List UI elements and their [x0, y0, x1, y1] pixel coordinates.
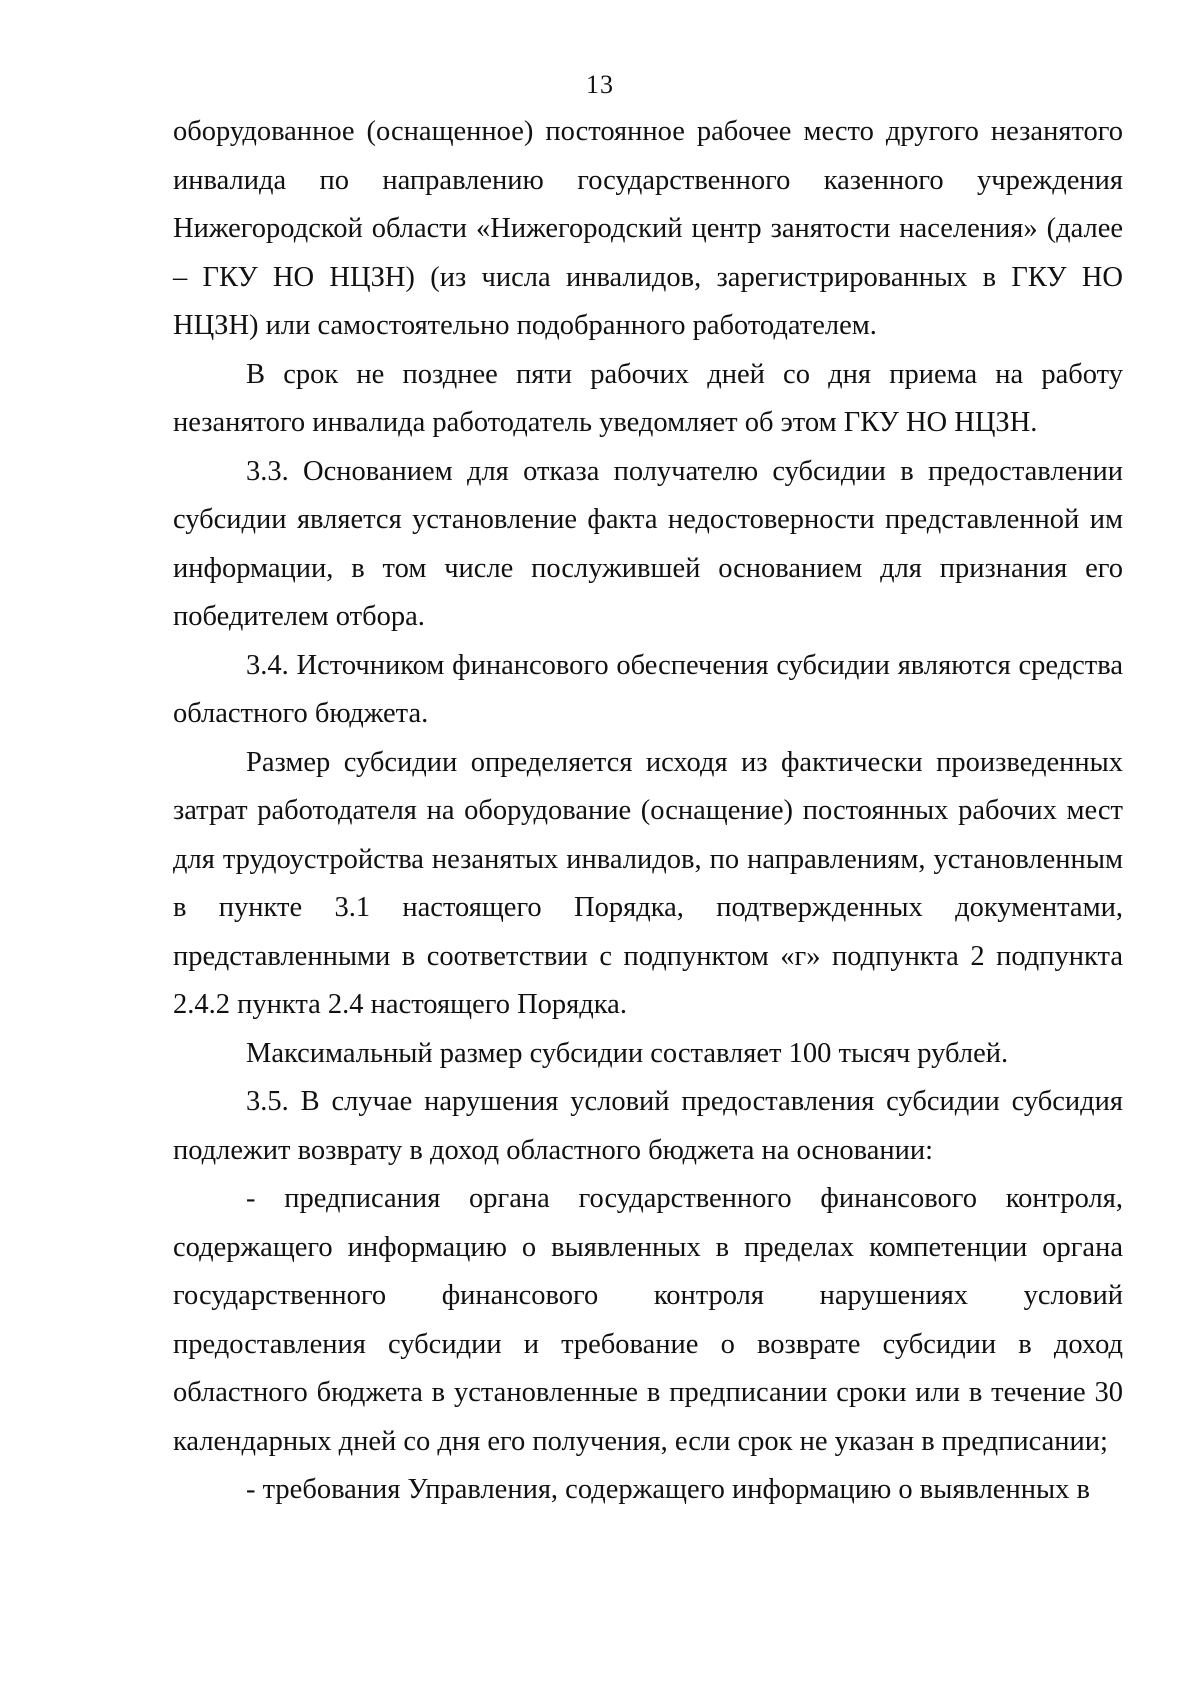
page-number: 13 [586, 70, 614, 99]
document-body [173, 108, 1123, 1515]
list-item-requirement: - требования Управления, содержащего информацию о выявленных в [246, 1474, 1090, 1505]
paragraph-3-5: 3.5. В случае нарушения условий предоставления субсидии субсидия подлежит возврату в доход областного бюджета на основании: [173, 1086, 1123, 1166]
paragraph-continuation: оборудованное (оснащенное) постоянное рабочее место другого незанятого инвалида по направлению государственного казенного учреждения Нижегородской области «Нижегородский центр занятости населения» (далее – ГКУ НО НЦЗН) (из числа инвалидов, зарегистрированных в ГКУ НО НЦЗН) или самостоятельно подобранного работодателем. [173, 116, 1123, 341]
paragraph-max-subsidy: Максимальный размер субсидии составляет 100 тысяч рублей. [246, 1037, 1009, 1069]
paragraph-3-3: 3.3. Основанием для отказа получателю субсидии в предоставлении субсидии является установление факта недостоверности представленной им информации, в том числе послужившей основанием для признания его победителем отбора. [173, 455, 1123, 632]
list-item-prescription: - предписания органа государственного финансового контроля, содержащего информацию о выявленных в пределах компетенции органа государственного финансового контроля нарушениях условий предоставления субсидии и требование о возврате субсидии в доход областного бюджета в установленные в предписании сроки или в течение 30 календарных дней со дня его получения, если срок не указан в предписании; [173, 1183, 1123, 1457]
paragraph-notification-deadline: В срок не позднее пяти рабочих дней со дня приема на работу незанятого инвалида работодатель уведомляет об этом ГКУ НО НЦЗН. [173, 358, 1123, 438]
paragraph-subsidy-amount: Размер субсидии определяется исходя из фактически произведенных затрат работодателя на оборудование (оснащение) постоянных рабочих мест для трудоустройства незанятых инвалидов, по направлениям, установленным в пункте 3.1 настоящего Порядка, подтвержденных документами, представленными в соответствии с подпунктом «г» подпункта 2 подпункта 2.4.2 пункта 2.4 настоящего Порядка. [173, 746, 1123, 1020]
paragraph-3-4: 3.4. Источником финансового обеспечения субсидии являются средства областного бюджета. [173, 649, 1123, 729]
